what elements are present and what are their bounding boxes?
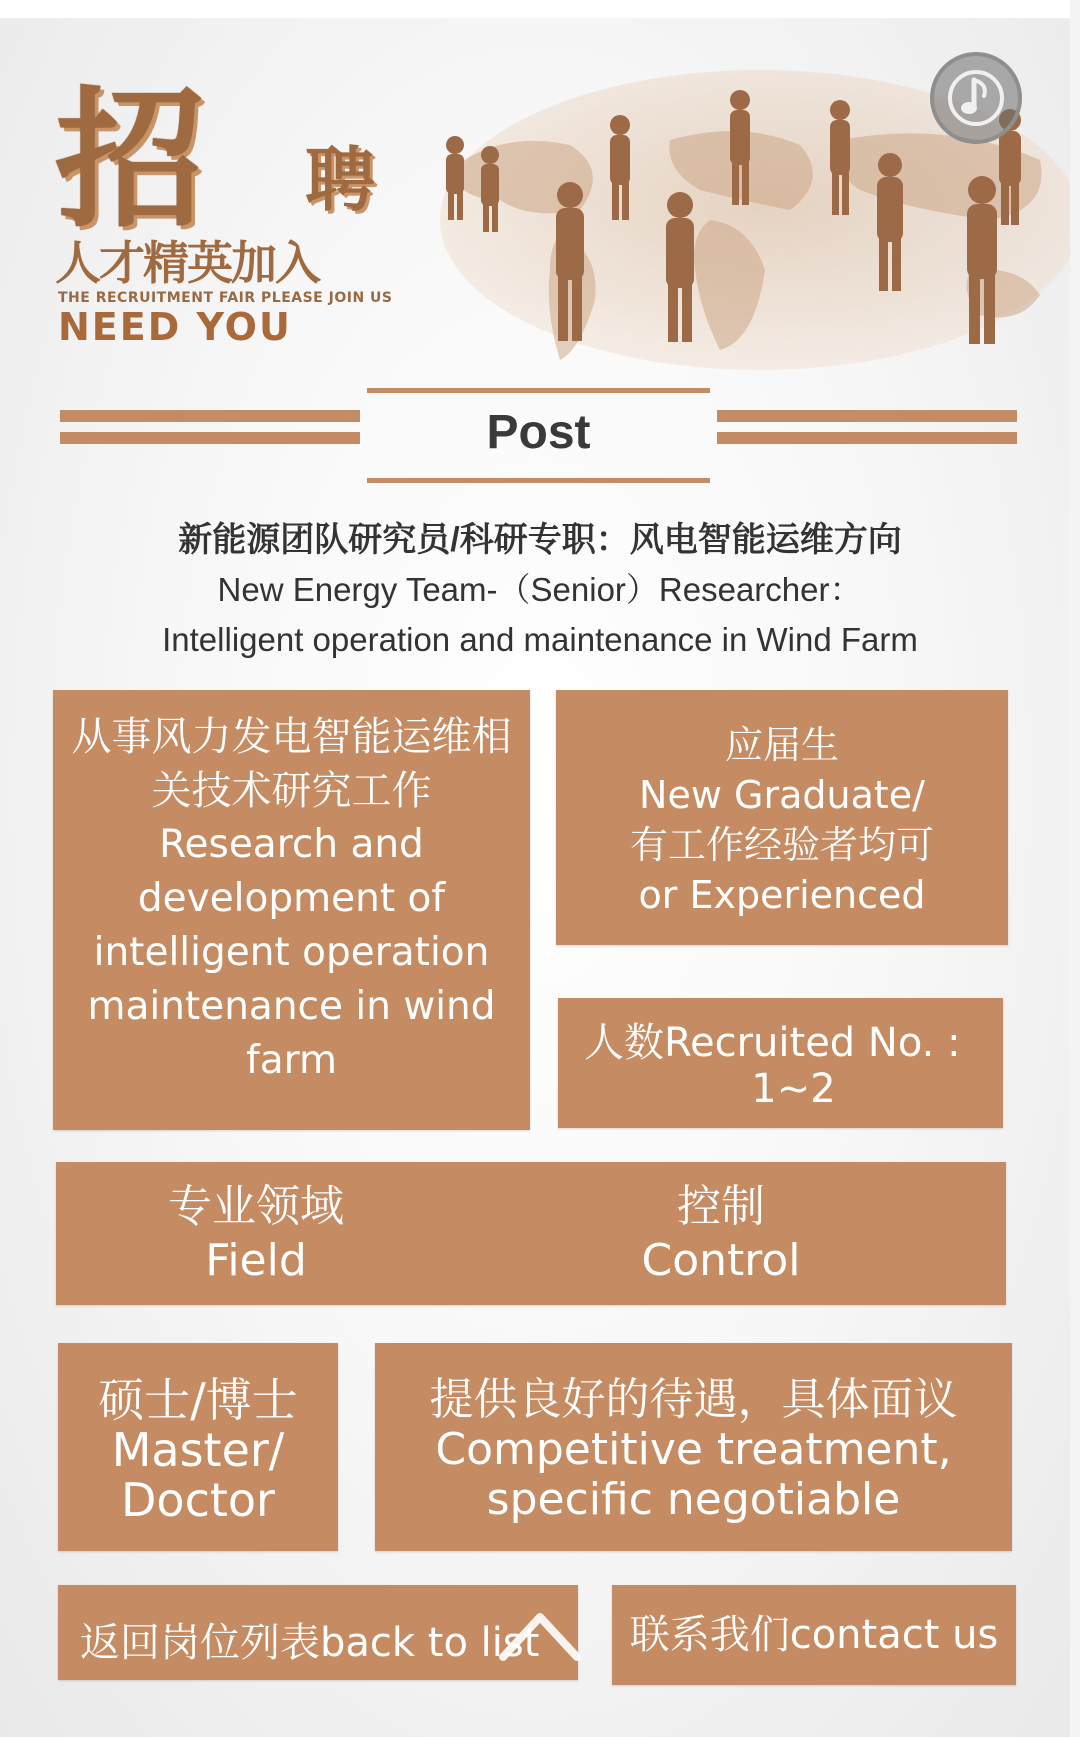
experience-cn-2: 有工作经验者均可: [629, 823, 934, 867]
divider-stripe: [60, 432, 360, 444]
logo-subtitle-cn: 人才精英加入: [55, 236, 319, 290]
back-to-list-label: 返回岗位列表back to list: [80, 1620, 540, 1666]
field-card: [56, 1162, 1006, 1305]
duty-card: [53, 690, 530, 1130]
experience-cn-1: 应届生: [724, 723, 839, 767]
logo-need-you: NEED YOU: [58, 305, 292, 349]
logo-char-zhao: 招: [55, 72, 198, 248]
divider-stripe: [717, 432, 1017, 444]
recruit-number-card: [558, 998, 1003, 1128]
recruit-number-value: 1~2: [751, 1066, 836, 1112]
recruit-logo: [55, 72, 385, 290]
scroll-up-chevron-icon[interactable]: [495, 1605, 585, 1665]
degree-cn: 硕士/博士: [98, 1373, 298, 1427]
post-heading-section: [0, 385, 1080, 495]
degree-en-2: Doctor: [121, 1473, 275, 1527]
treatment-card: [375, 1343, 1012, 1551]
logo-subtitle-en: THE RECRUITMENT FAIR PLEASE JOIN US: [58, 290, 393, 306]
duty-cn: 从事风力发电智能运维相关技术研究工作: [71, 714, 512, 814]
field-value-cn: 控制: [677, 1181, 765, 1232]
divider-stripe: [60, 410, 360, 422]
post-title-box: [367, 385, 710, 480]
field-value-en: Control: [641, 1235, 801, 1286]
treatment-cn: 提供良好的待遇，具体面议: [429, 1374, 958, 1425]
right-edge-strip: [1070, 0, 1080, 1737]
music-toggle-button[interactable]: [930, 52, 1022, 144]
divider-line: [367, 478, 710, 483]
field-label: [126, 1180, 386, 1288]
field-label-en: Field: [205, 1235, 307, 1286]
experience-en-2: or Experienced: [638, 873, 926, 917]
duty-en: Research and development of intelligent operation maintenance in wind farm: [87, 822, 496, 1083]
job-title: [60, 515, 1020, 665]
experience-en-1: New Graduate/: [639, 773, 925, 817]
field-value: [556, 1180, 886, 1288]
job-title-en-line1: New Energy Team-（Senior）Researcher：: [217, 571, 863, 608]
recruit-number-label: 人数Recruited No. :: [584, 1020, 961, 1066]
treatment-en-1: Competitive treatment,: [435, 1424, 952, 1475]
degree-en-1: Master/: [111, 1423, 285, 1477]
job-title-cn: 新能源团队研究员/科研专职：风电智能运维方向: [178, 521, 902, 559]
post-title: Post: [486, 406, 591, 459]
degree-card: [58, 1343, 338, 1551]
contact-us-button[interactable]: [612, 1585, 1016, 1685]
top-bar: [0, 0, 1080, 18]
field-label-cn: 专业领域: [168, 1181, 344, 1232]
treatment-en-2: specific negotiable: [486, 1474, 901, 1525]
music-note-icon: [944, 66, 1008, 130]
experience-card: [556, 690, 1008, 945]
divider-stripe: [717, 410, 1017, 422]
job-title-en-line2: Intelligent operation and maintenance in Wind Farm: [162, 621, 918, 658]
contact-us-label: 联系我们contact us: [629, 1612, 999, 1658]
logo-char-pin: 聘: [305, 138, 375, 221]
